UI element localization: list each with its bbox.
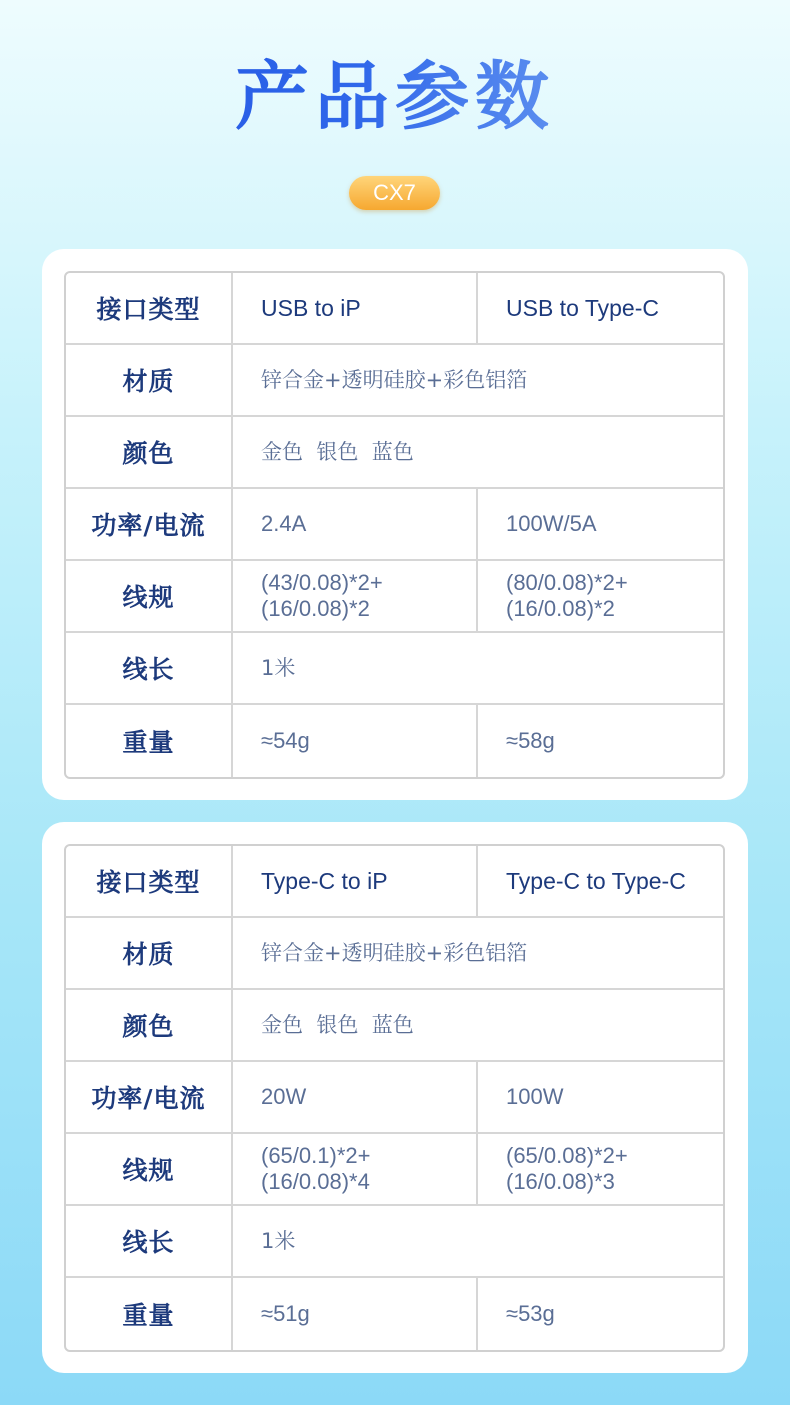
interface-b: USB to Type-C [478,273,723,345]
gauge-a [233,1134,478,1206]
row-color [66,417,723,489]
row-length [66,1206,723,1278]
color-label: 颜色 [66,417,233,489]
length-value: 1米 [233,633,723,705]
gauge-b-line1: (65/0.08)*2+ [506,1143,628,1168]
spec-card-typec [42,822,748,1373]
weight-label: 重量 [66,705,233,777]
spec-table-typec [64,844,725,1352]
interface-b: Type-C to Type-C [478,846,723,918]
weight-label: 重量 [66,1278,233,1350]
interface-label: 接口类型 [66,846,233,918]
interface-a: Type-C to iP [233,846,478,918]
length-label: 线长 [66,633,233,705]
row-color [66,990,723,1062]
gauge-label: 线规 [66,1134,233,1206]
weight-b: ≈58g [506,728,555,753]
weight-a: ≈54g [233,705,478,777]
interface-label: 接口类型 [66,273,233,345]
power-label: 功率/电流 [66,1062,233,1134]
row-power [66,489,723,561]
row-length [66,633,723,705]
gauge-a [233,561,478,633]
length-label: 线长 [66,1206,233,1278]
spec-table-usb [64,271,725,779]
gauge-label: 线规 [66,561,233,633]
interface-a: USB to iP [233,273,478,345]
gauge-a-line1: (43/0.08)*2+ [261,570,383,595]
gauge-b [478,1134,723,1206]
row-gauge [66,1134,723,1206]
gauge-b-line2: (16/0.08)*2 [506,596,615,621]
gauge-a-line2: (16/0.08)*4 [261,1169,370,1194]
gauge-a-line2: (16/0.08)*2 [261,596,370,621]
row-material [66,918,723,990]
gauge-b-line2: (16/0.08)*3 [506,1169,615,1194]
row-power [66,1062,723,1134]
row-interface [66,273,723,345]
gauge-a-line1: (65/0.1)*2+ [261,1143,371,1168]
length-value: 1米 [233,1206,723,1278]
model-badge: CX7 [349,176,440,210]
color-value: 金色 银色 蓝色 [233,990,723,1062]
weight-a: ≈51g [233,1278,478,1350]
gauge-b-line1: (80/0.08)*2+ [506,570,628,595]
row-gauge [66,561,723,633]
material-value: 锌合金+透明硅胶+彩色铝箔 [233,918,723,990]
power-a: 20W [233,1062,478,1134]
power-a: 2.4A [233,489,478,561]
row-material [66,345,723,417]
row-interface [66,846,723,918]
color-label: 颜色 [66,990,233,1062]
material-label: 材质 [66,918,233,990]
material-value: 锌合金+透明硅胶+彩色铝箔 [233,345,723,417]
row-weight [66,705,723,777]
spec-card-usb [42,249,748,800]
power-b: 100W [478,1062,723,1134]
row-weight [66,1278,723,1350]
weight-b: ≈53g [506,1301,555,1326]
power-label: 功率/电流 [66,489,233,561]
gauge-b [478,561,723,633]
color-value: 金色 银色 蓝色 [233,417,723,489]
material-label: 材质 [66,345,233,417]
power-b: 100W/5A [478,489,723,561]
page-title: 产品参数 [0,52,790,142]
